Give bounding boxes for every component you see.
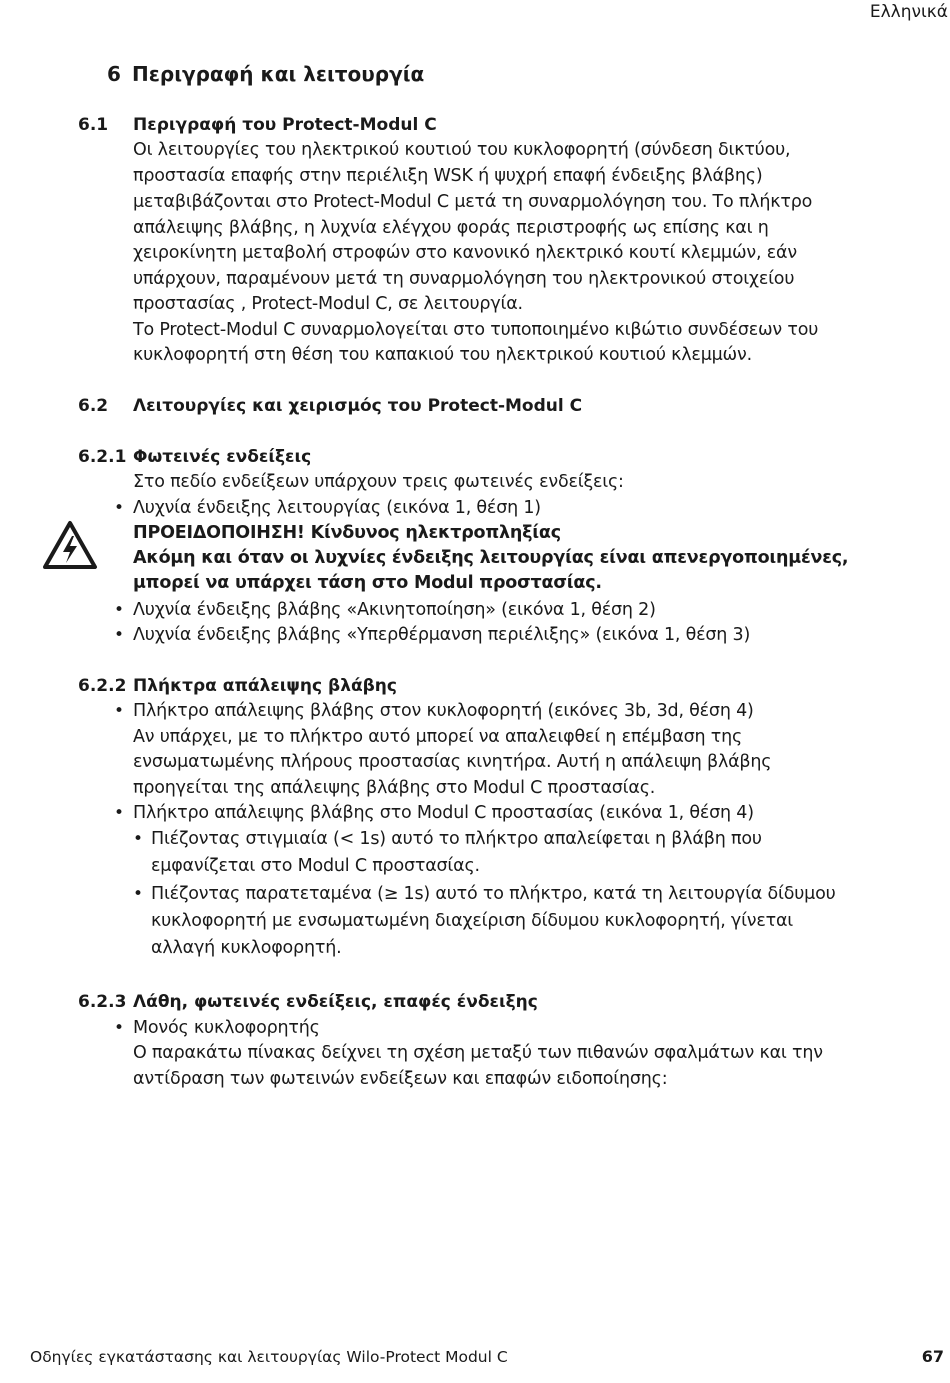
paragraph-line: προστασίας , Protect-Modul C, σε λειτουργία. xyxy=(133,294,523,314)
section-title: Λειτουργίες και χειρισμός του Protect-Modul C xyxy=(133,396,583,416)
warning-text: Ακόμη και όταν οι λυχνίες ένδειξης λειτουργίας είναι απενεργοποιημένες, xyxy=(133,548,849,568)
subsection-title: Φωτεινές ενδείξεις xyxy=(133,447,312,467)
page-number: 67 xyxy=(921,1347,944,1366)
sub-bullet-icon: • xyxy=(133,884,144,904)
sub-list-item: κυκλοφορητή με ενσωματωμένη διαχείριση δίδυμου κυκλοφορητή, γίνεται xyxy=(151,911,794,931)
section-number: 6.1 xyxy=(78,115,109,135)
bullet-icon: • xyxy=(114,701,125,721)
list-item: Πλήκτρο απάλειψης βλάβης στον κυκλοφορητή (εικόνες 3b, 3d, θέση 4) xyxy=(133,701,754,721)
bullet-icon: • xyxy=(114,803,125,823)
bullet-icon: • xyxy=(114,498,125,518)
chapter-title: Περιγραφή και λειτουργία xyxy=(132,62,425,86)
subsection-title: Λάθη, φωτεινές ενδείξεις, επαφές ένδειξης xyxy=(133,992,538,1012)
paragraph-line: απάλειψης βλάβης, η λυχνία ελέγχου φοράς περιστροφής ως επίσης και η xyxy=(133,218,769,238)
sub-list-item: Πιέζοντας παρατεταμένα (≥ 1s) αυτό το πλήκτρο, κατά τη λειτουργία δίδυμου xyxy=(151,884,836,904)
language-label: Ελληνικά xyxy=(869,2,948,22)
section-number: 6.2 xyxy=(78,396,109,416)
paragraph-line: αντίδραση των φωτεινών ενδείξεων και επαφών ειδοποίησης: xyxy=(133,1069,668,1089)
electric-hazard-warning-icon xyxy=(42,519,98,571)
paragraph-line: κυκλοφορητή στη θέση του καπακιού του ηλεκτρικού κουτιού κλεμμών. xyxy=(133,345,752,365)
bullet-icon: • xyxy=(114,600,125,620)
subsection-number: 6.2.1 xyxy=(78,447,127,467)
list-item: Λυχνία ένδειξης βλάβης «Υπερθέρμανση περιέλιξης» (εικόνα 1, θέση 3) xyxy=(133,625,751,645)
subsection-number: 6.2.2 xyxy=(78,676,127,696)
footer-text: Οδηγίες εγκατάστασης και λειτουργίας Wilo-Protect Modul C xyxy=(30,1348,508,1366)
list-item: Λυχνία ένδειξης λειτουργίας (εικόνα 1, θέση 1) xyxy=(133,498,541,518)
warning-title: ΠΡΟΕΙΔΟΠΟΙΗΣΗ! Κίνδυνος ηλεκτροπληξίας xyxy=(133,523,561,543)
paragraph-line: ενσωματωμένης πλήρους προστασίας κινητήρα. Αυτή η απάλειψη βλάβης xyxy=(133,752,772,772)
subsection-number: 6.2.3 xyxy=(78,992,127,1012)
subsection-title: Πλήκτρα απάλειψης βλάβης xyxy=(133,676,397,696)
list-item: Μονός κυκλοφορητής xyxy=(133,1018,320,1038)
section-title: Περιγραφή του Protect-Modul C xyxy=(133,115,437,135)
paragraph-line: προηγείται της απάλειψης βλάβης στο Modul C προστασίας. xyxy=(133,778,656,798)
paragraph-line: Ο παρακάτω πίνακας δείχνει τη σχέση μεταξύ των πιθανών σφαλμάτων και την xyxy=(133,1043,823,1063)
list-item: Λυχνία ένδειξης βλάβης «Ακινητοποίηση» (εικόνα 1, θέση 2) xyxy=(133,600,656,620)
paragraph-line: Οι λειτουργίες του ηλεκτρικού κουτιού του κυκλοφορητή (σύνδεση δικτύου, xyxy=(133,140,791,160)
paragraph-line: προστασία επαφής στην περιέλιξη WSK ή ψυχρή επαφή ένδειξης βλάβης) xyxy=(133,166,763,186)
list-item: Πλήκτρο απάλειψης βλάβης στο Modul C προστασίας (εικόνα 1, θέση 4) xyxy=(133,803,754,823)
sub-list-item: εμφανίζεται στο Modul C προστασίας. xyxy=(151,856,480,876)
paragraph-line: χειροκίνητη μεταβολή στροφών στο κανονικό ηλεκτρικό κουτί κλεμμών, εάν xyxy=(133,243,797,263)
warning-text: μπορεί να υπάρχει τάση στο Modul προστασίας. xyxy=(133,573,602,593)
paragraph-line: υπάρχουν, παραμένουν μετά τη συναρμολόγηση του ηλεκτρονικού στοιχείου xyxy=(133,269,795,289)
sub-bullet-icon: • xyxy=(133,829,144,849)
chapter-heading xyxy=(107,62,424,86)
paragraph-line: μεταβιβάζονται στο Protect-Modul C μετά τη συναρμολόγηση του. Το πλήκτρο xyxy=(133,192,813,212)
bullet-icon: • xyxy=(114,1018,125,1038)
bullet-icon: • xyxy=(114,625,125,645)
paragraph-line: Το Protect-Modul C συναρμολογείται στο τυποποιημένο κιβώτιο συνδέσεων του xyxy=(133,320,819,340)
chapter-number: 6 xyxy=(107,62,121,86)
sub-list-item: αλλαγή κυκλοφορητή. xyxy=(151,938,342,958)
sub-list-item: Πιέζοντας στιγμιαία (< 1s) αυτό το πλήκτρο απαλείφεται η βλάβη που xyxy=(151,829,762,849)
paragraph-line: Αν υπάρχει, με το πλήκτρο αυτό μπορεί να απαλειφθεί η επέμβαση της xyxy=(133,727,743,747)
paragraph-line: Στο πεδίο ενδείξεων υπάρχουν τρεις φωτεινές ενδείξεις: xyxy=(133,472,624,492)
